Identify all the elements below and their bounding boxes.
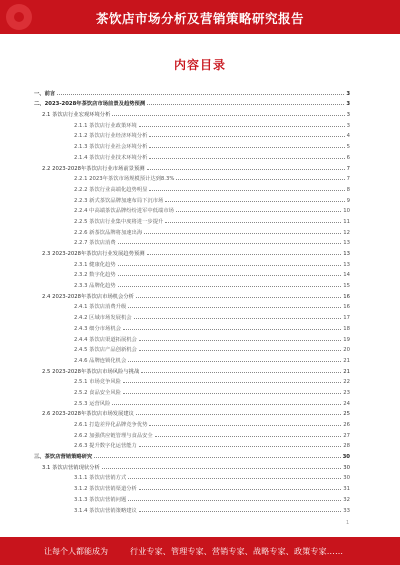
toc-entry[interactable] [34, 129, 350, 140]
toc-entry-page: 6 [346, 154, 350, 161]
toc-dot-leader [139, 350, 341, 351]
toc-entry-page: 14 [343, 272, 350, 279]
toc-dot-leader [136, 414, 341, 415]
toc-dot-leader [128, 500, 341, 501]
toc-entry-label: 2.2.1 2023年茶饮市场规模预计达到8.3% [74, 176, 175, 183]
toc-entry-page: 17 [343, 315, 350, 322]
toc-entry-label: 2.6.1 打造差异化品牌竞争优势 [74, 422, 148, 428]
toc-entry-label: 2.2.2 茶饮行业高端化趋势明显 [74, 186, 148, 193]
toc-dot-leader [128, 478, 341, 479]
toc-entry-label: 2.5.1 市场竞争风险 [74, 379, 121, 386]
toc-dot-leader [102, 468, 341, 469]
toc-dot-leader [123, 382, 341, 383]
toc-entry-page: 30 [343, 464, 350, 471]
toc-dot-leader [136, 297, 341, 298]
toc-entry-label: 2.4.5 茶饮店产品创新机会 [74, 347, 137, 354]
toc-dot-leader [94, 457, 340, 458]
toc-entry-label: 2.4.1 茶饮店消费升级 [74, 304, 127, 311]
toc-entry[interactable] [34, 343, 350, 354]
toc-entry-page: 22 [343, 379, 350, 386]
toc-entry-label: 2.5 2023-2028年茶饮店市场风险与挑战 [42, 368, 140, 375]
toc-entry[interactable] [34, 428, 350, 439]
toc-entry[interactable] [34, 278, 350, 289]
toc-entry-label: 2.1.2 茶饮店行业经济环境分析 [74, 133, 148, 140]
toc-entry-label: 2.4.2 区域市场发展机会 [74, 315, 132, 322]
toc-entry[interactable] [34, 161, 350, 172]
toc-entry-label: 2.6.2 加强供应链管理与食品安全 [74, 432, 153, 439]
toc-entry[interactable] [34, 481, 350, 492]
toc-entry-page: 13 [343, 240, 350, 247]
toc-entry-page: 13 [343, 251, 350, 257]
toc-dot-leader [149, 147, 344, 148]
toc-entry[interactable] [34, 172, 350, 183]
toc-entry-page: 8 [346, 186, 350, 193]
toc-entry-label: 2.4.4 茶饮店渠道拓展机会 [74, 336, 137, 343]
toc-entry[interactable] [34, 364, 350, 375]
toc-entry[interactable] [34, 118, 350, 129]
toc-entry[interactable] [34, 310, 350, 321]
toc-entry-page: 27 [343, 432, 350, 439]
toc-dot-leader [118, 286, 342, 287]
toc-dot-leader [147, 169, 345, 170]
toc-entry[interactable] [34, 503, 350, 514]
toc-entry[interactable] [34, 289, 350, 300]
toc-entry[interactable] [34, 225, 350, 236]
toc-entry-label: 2.1.1 茶饮店行业政策环境 [74, 122, 137, 129]
table-of-contents [34, 86, 350, 514]
toc-dot-leader [123, 329, 341, 330]
toc-entry-label: 2.3.2 数字化趋势 [74, 272, 116, 279]
toc-dot-leader [176, 179, 344, 180]
toc-entry-page: 19 [343, 336, 350, 343]
report-header [0, 0, 400, 34]
toc-dot-leader [139, 126, 345, 127]
toc-entry-page: 10 [343, 208, 350, 215]
toc-dot-leader [144, 233, 341, 234]
toc-dot-leader [118, 275, 342, 276]
toc-entry-page: 9 [346, 197, 350, 204]
footer-slogan-left: 让每个人都能成为 [44, 547, 108, 556]
toc-entry-label: 2.3 2023-2028年茶饮店行业发展趋势预测 [42, 251, 145, 257]
toc-dot-leader [141, 372, 341, 373]
toc-entry-label: 三、茶饮店营销策略研究 [34, 454, 93, 461]
toc-entry[interactable] [34, 204, 350, 215]
toc-entry[interactable] [34, 86, 350, 97]
toc-entry-page: 3 [346, 122, 350, 129]
page-number: 1 [346, 520, 350, 526]
toc-dot-leader [176, 211, 341, 212]
toc-dot-leader [139, 446, 341, 447]
toc-dot-leader [149, 190, 344, 191]
toc-entry-label: 2.2.4 中高端茶饮品牌纷纷进军中低端市场 [74, 208, 174, 215]
toc-entry-page: 32 [343, 496, 350, 503]
toc-entry-label: 2.4.3 细分市场机会 [74, 325, 121, 332]
toc-entry-page: 20 [343, 347, 350, 354]
toc-entry-label: 3.1.1 茶饮店营销方式 [74, 475, 127, 482]
toc-dot-leader [112, 115, 344, 116]
toc-entry[interactable] [34, 396, 350, 407]
toc-entry-label: 2.2.6 新茶饮品牌将加速出海 [74, 229, 143, 236]
toc-dot-leader [155, 436, 342, 437]
toc-entry-label: 3.1 茶饮店营销现状分析 [42, 464, 100, 471]
toc-entry-label: 一、前言 [34, 90, 56, 97]
toc-entry[interactable] [34, 460, 350, 471]
toc-entry[interactable] [34, 246, 350, 257]
toc-dot-leader [118, 243, 342, 244]
toc-entry-page: 4 [346, 133, 350, 140]
footer-slogan-right: 行业专家、管理专家、营销专家、战略专家、政策专家…… [130, 547, 344, 556]
toc-dot-leader [149, 158, 344, 159]
toc-dot-leader [139, 340, 341, 341]
toc-entry-page: 7 [346, 176, 350, 183]
toc-dot-leader [128, 307, 341, 308]
toc-entry-page: 33 [343, 507, 350, 514]
toc-entry[interactable] [34, 139, 350, 150]
toc-entry-label: 2.1.3 茶饮店行业社会环境分析 [74, 144, 148, 151]
toc-entry-label: 2.3.3 品牌化趋势 [74, 283, 116, 290]
toc-entry[interactable] [34, 439, 350, 450]
toc-dot-leader [165, 201, 344, 202]
toc-entry-page: 13 [343, 261, 350, 268]
toc-entry[interactable] [34, 449, 350, 460]
toc-dot-leader [118, 265, 342, 266]
toc-entry-page: 15 [343, 283, 350, 290]
toc-entry[interactable] [34, 321, 350, 332]
toc-entry-page: 30 [343, 475, 350, 482]
toc-dot-leader [139, 489, 341, 490]
toc-entry[interactable] [34, 407, 350, 418]
toc-entry-label: 3.1.4 茶饮店营销策略建议 [74, 507, 137, 514]
toc-heading: 内容目录 [173, 58, 226, 72]
toc-entry-label: 2.2.5 茶饮店行业集中度将进一步提升 [74, 218, 164, 225]
toc-entry-label: 2.4.6 品牌连锁化机会 [74, 357, 127, 364]
toc-dot-leader [139, 511, 341, 512]
toc-dot-leader [149, 136, 344, 137]
toc-entry-page: 23 [343, 389, 350, 396]
toc-entry[interactable] [34, 182, 350, 193]
toc-entry[interactable] [34, 236, 350, 247]
toc-entry-page: 3 [346, 101, 350, 108]
toc-entry-page: 16 [343, 304, 350, 311]
page-footer [0, 537, 400, 565]
toc-entry-page: 25 [343, 411, 350, 418]
toc-entry-label: 二、2023-2028年茶饮店市场前景及趋势预测 [34, 101, 146, 108]
toc-entry-page: 26 [343, 422, 350, 428]
toc-entry[interactable] [34, 97, 350, 108]
toc-entry[interactable] [34, 268, 350, 279]
toc-entry-page: 31 [343, 486, 350, 493]
toc-entry-label: 2.2.3 新式茶饮品牌加速布局下沉市场 [74, 197, 164, 204]
toc-dot-leader [149, 425, 341, 426]
toc-entry-page: 21 [343, 357, 350, 364]
toc-entry-label: 2.6.3 提升数字化运营能力 [74, 443, 137, 450]
toc-entry-label: 2.5.2 食品安全风险 [74, 389, 121, 396]
toc-dot-leader [112, 404, 341, 405]
toc-dot-leader [128, 361, 341, 362]
toc-dot-leader [57, 94, 344, 95]
toc-entry[interactable] [34, 193, 350, 204]
toc-entry-page: 3 [346, 90, 350, 97]
toc-entry[interactable] [34, 257, 350, 268]
toc-entry[interactable] [34, 492, 350, 503]
toc-dot-leader [165, 222, 341, 223]
toc-entry-label: 2.3.1 健康化趋势 [74, 261, 116, 268]
toc-entry-label: 2.1 茶饮店行业宏观环境分析 [42, 112, 111, 119]
toc-entry-page: 24 [343, 400, 350, 407]
toc-dot-leader [147, 254, 342, 255]
toc-entry-page: 11 [343, 218, 350, 225]
toc-entry-label: 2.1.4 茶饮店行业技术环境分析 [74, 154, 148, 161]
toc-entry-page: 21 [343, 368, 350, 375]
toc-entry-label: 3.1.3 茶饮店营销问题 [74, 496, 127, 503]
toc-entry-page: 16 [343, 293, 350, 300]
toc-entry[interactable] [34, 107, 350, 118]
toc-entry-page: 7 [346, 165, 350, 172]
toc-entry-page: 30 [342, 454, 350, 461]
toc-entry[interactable] [34, 300, 350, 311]
toc-entry-page: 5 [346, 144, 350, 151]
toc-entry-label: 2.2 2023-2028年茶饮店行业市场前景预测 [42, 165, 145, 172]
toc-dot-leader [147, 104, 344, 105]
toc-entry-page: 18 [343, 325, 350, 332]
report-title: 茶饮店市场分析及营销策略研究报告 [95, 11, 304, 26]
toc-entry-label: 2.2.7 茶饮店消费 [74, 240, 116, 247]
toc-entry[interactable] [34, 214, 350, 225]
toc-entry-label: 2.5.3 运营风险 [74, 400, 111, 407]
toc-entry-label: 2.4 2023-2028年茶饮店市场机会分析 [42, 293, 134, 300]
toc-entry[interactable] [34, 375, 350, 386]
toc-entry[interactable] [34, 417, 350, 428]
toc-entry-label: 3.1.2 茶饮店营销渠道分析 [74, 486, 137, 493]
toc-entry-page: 28 [343, 443, 350, 450]
toc-entry[interactable] [34, 150, 350, 161]
toc-entry-label: 2.6 2023-2028年茶饮店市场发展建议 [42, 411, 134, 418]
toc-entry-page: 3 [346, 112, 350, 119]
toc-entry[interactable] [34, 471, 350, 482]
toc-dot-leader [123, 393, 341, 394]
toc-entry[interactable] [34, 332, 350, 343]
toc-dot-leader [134, 318, 342, 319]
toc-entry[interactable] [34, 385, 350, 396]
toc-entry[interactable] [34, 353, 350, 364]
toc-entry-page: 12 [343, 229, 350, 236]
